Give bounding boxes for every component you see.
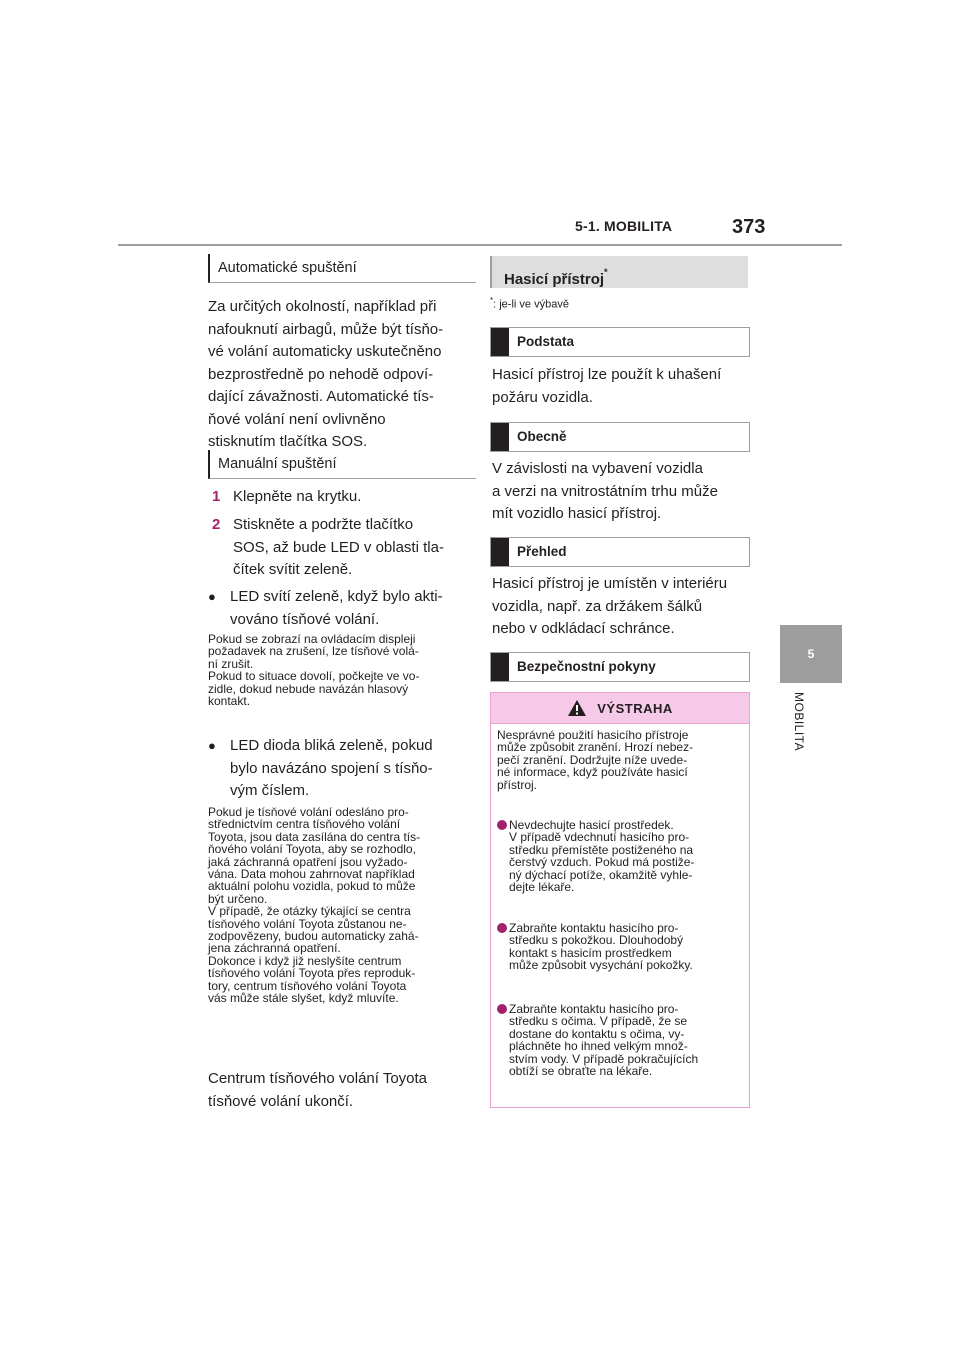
bullet-icon [497,820,507,830]
warning-box [490,692,750,1108]
warning-triangle-icon [567,699,587,717]
warning-header [491,693,749,724]
bullet-icon: ● [208,738,216,753]
heading-bar [491,538,509,566]
prehled-text: Hasicí přístroj je umístěn v interiéru vozidla, např. za držákem šálků nebo v odkládací schránce. [492,575,728,637]
warning-intro: Nesprávné použití hasicího přístroje může způsobit zranění. Hrozí nebez- pečí zranění. Dodržujte níže uvede- né informace, když používáte hasicí přístroj. [497,728,694,792]
chapter-tab: 5 [780,625,842,683]
podstata-heading: Podstata [490,327,750,357]
note-cancel: Pokud se zobrazí na ovládacím displeji požadavek na zrušení, lze tísňové volá- ní zrušit. Pokud to situace dovolí, počkejte ve vo- zidle, dokud nebude navázán hlasový kontakt. [208,632,420,709]
manual-start-heading: Manuální spuštění [208,450,476,479]
step-2: 2 Stiskněte a podržte tlačítko SOS, až bude LED v oblasti tla- čítek svítit zeleně. [212,516,444,578]
bullet-icon [497,1004,507,1014]
step-1: 1 Klepněte na krytku. [212,486,472,509]
closing-text: Centrum tísňového volání Toyota tísňové volání ukončí. [208,1070,428,1110]
bullet-icon: ● [208,589,216,604]
chapter-title-vertical: MOBILITA [792,692,806,752]
warning-bullet-skin: Zabraňte kontaktu hasicího pro- středku s pokožkou. Dlouhodobý kontakt s hasicím prostředkem může způsobit vysychání pokožky. [493,922,761,972]
section-label: 5-1. MOBILITA [575,218,673,234]
auto-start-heading: Automatické spuštění [208,254,476,283]
podstata-text: Hasicí přístroj lze použít k uhašení požáru vozidla. [492,366,722,406]
auto-start-text: Za určitých okolností, například při nafouknutí airbagů, může být tísňo- vé volání automaticky uskutečněno bezprostředně po nehodě odpoví- dající závažnosti. Automatické tís- ňové volání není ovlivněno stisknutím tlačítka SOS. [208,298,444,450]
page-number: 373 [732,216,766,238]
step-number: 1 [212,488,221,505]
obecne-heading: Obecně [490,422,750,452]
warning-title: VÝSTRAHA [597,700,673,716]
bullet-icon [497,923,507,933]
heading-bar [491,423,509,451]
heading-bar [491,328,509,356]
note-toyota-center: Pokud je tísňové volání odesláno pro- střednictvím centra tísňového volání Toyota, jsou data zasílána do centra tís- ňového volání Toyota, aby se rozhodlo, jaká záchranná opatření jsou vyžado- vána. Data mohou zahrnovat například aktuální polohu vozidla, pokud to může být určeno. V případě, že otázky týkající se centra tísňového volání Toyota zůstanou ne- zodpovězeny, budou automaticky zahá- jena záchranná opatření. Dokonce i když již neslyšíte centrum tísňového volání Toyota přes reproduk- tory, centrum tísňového volání Toyota vás může stále slyšet, když mluvíte. [208,805,421,1006]
footnote: *: je-li ve výbavě [490,296,569,311]
bullet-led-blink: ● LED dioda bliká zeleně, pokud bylo navázáno spojení s tísňo- vým číslem. [208,737,433,799]
obecne-text: V závislosti na vybavení vozidla a verzi na vnitrostátním trhu může mít vozidlo hasicí přístroj. [492,460,718,522]
bullet-led-green: ● LED svítí zeleně, když bylo akti- vováno tísňové volání. [208,588,443,628]
header-rule [118,244,842,246]
safety-heading: Bezpečnostní pokyny [490,652,750,682]
warning-bullet-eyes: Zabraňte kontaktu hasicího pro- středku s očima. V případě, že se dostane do kontaktu s očima, vy- pláchněte ho ihned velkým množ- stvím vody. V případě pokračujících obtíží se obraťte na lékaře. [493,1003,761,1077]
prehled-heading: Přehled [490,537,750,567]
main-heading: Hasicí přístroj* [490,256,748,288]
warning-bullet-inhale: Nevdechujte hasicí prostředek. V případě vdechnutí hasicího pro- středku přemístěte postiženého na čerstvý vzduch. Pokud má postiže- ný dýchací potíže, okamžitě vyhle- dejte lékaře. [493,819,761,893]
step-number: 2 [212,516,221,533]
heading-bar [491,653,509,681]
